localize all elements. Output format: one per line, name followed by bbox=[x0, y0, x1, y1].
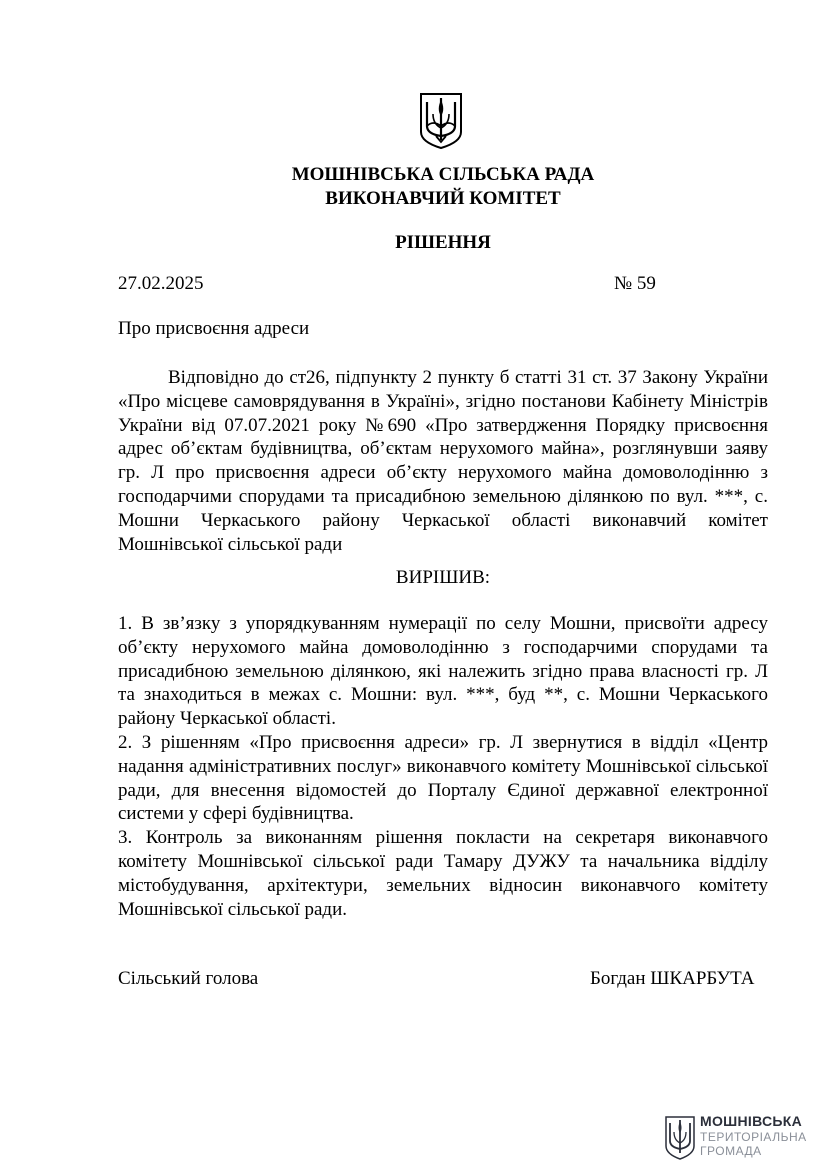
document-number: № 59 bbox=[614, 273, 656, 294]
document-type-title: РІШЕННЯ bbox=[395, 232, 491, 253]
org-name: МОШНІВСЬКА СІЛЬСЬКА РАДА bbox=[291, 164, 595, 185]
document-subject: Про присвоєння адреси bbox=[118, 318, 310, 339]
logo-title: МОШНІВСЬКА bbox=[700, 1113, 803, 1129]
preamble-paragraph: Відповідно до ст26, підпункту 2 пункту б статті 31 ст. 37 Закону України «Про місцеве самоврядування в Україні», згідно постанови Кабінету Міністрів України від 07.07.2021 року №690 «Про затвердження Порядку присвоєння адрес об’єктам будівництва, об’єктам нерухомого майна», розглянувши заяву гр. Л про присвоєння адреси об’єкту нерухомого майна домоволодінню з господарчими спорудами та присадибною земельною ділянкою по вул. ***, с. Мошни Черкаського району Черкаської області виконавчий комітет Мошнівської сільської ради bbox=[118, 367, 768, 555]
decision-item: 2. З рішенням «Про присвоєння адреси» гр. Л звернутися в відділ «Центр надання адміністративних послуг» виконавчого комітету Мошнівської сільської ради, для внесення відомостей до Порталу Єдиної державної електронної системи у сфері будівництва. bbox=[118, 731, 768, 825]
logo-subtitle: ГРОМАДА bbox=[700, 1144, 762, 1158]
org-subunit: ВИКОНАВЧИЙ КОМІТЕТ bbox=[325, 188, 561, 209]
trident-icon bbox=[665, 1116, 695, 1160]
trident-icon bbox=[419, 92, 463, 150]
decided-heading: ВИРІШИВ: bbox=[395, 567, 491, 588]
community-logo bbox=[665, 1113, 815, 1163]
decision-item: 3. Контроль за виконанням рішення покласти на секретаря виконавчого комітету Мошнівської сільської ради Тамару ДУЖУ та начальника відділу містобудування, архітектури, земельних відносин виконавчого комітету Мошнівської сільської ради. bbox=[118, 827, 768, 920]
logo-subtitle: ТЕРИТОРІАЛЬНА bbox=[700, 1130, 807, 1144]
signatory-name: Богдан ШКАРБУТА bbox=[590, 968, 755, 989]
signatory-role: Сільський голова bbox=[118, 968, 259, 989]
decision-items bbox=[118, 612, 768, 921]
document-date: 27.02.2025 bbox=[118, 273, 204, 294]
decision-item: 1. В зв’язку з упорядкуванням нумерації по селу Мошни, присвоїти адресу об’єкту нерухомого майна домоволодінню з господарчими спорудами та присадибною земельною ділянкою, які належить згідно права власності гр. Л та знаходиться в межах с. Мошни: вул. ***, буд **, с. Мошни Черкаського району Черкаської області. bbox=[118, 613, 768, 730]
